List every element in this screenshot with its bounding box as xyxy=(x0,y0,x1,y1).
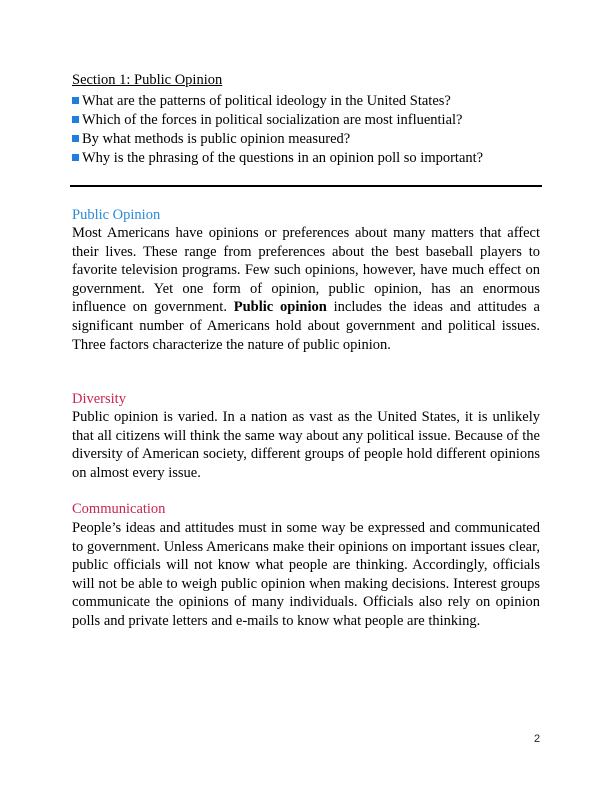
paragraph-text: Most Americans have opinions or preferences about many matters that affect their lives. These range from preferences about the best baseball players to favorite television programs. Few such opinions, however, have much effect on government. Yet one form of opinion, public opinion, has an enormous influence on government. xyxy=(72,225,540,316)
list-item xyxy=(72,111,483,130)
question-text: Why is the phrasing of the questions in an opinion poll so important? xyxy=(82,150,484,166)
guiding-questions-list xyxy=(72,92,483,168)
list-item xyxy=(72,92,483,111)
page-number: 2 xyxy=(534,733,541,745)
heading-diversity: Diversity xyxy=(72,391,126,407)
section-title: Section 1: Public Opinion xyxy=(72,72,223,88)
square-bullet-icon xyxy=(72,116,79,123)
square-bullet-icon xyxy=(72,97,79,104)
bold-term: Public opinion xyxy=(233,299,327,316)
question-text: By what methods is public opinion measured? xyxy=(82,131,351,147)
square-bullet-icon xyxy=(72,154,79,161)
list-item xyxy=(72,130,483,149)
question-text: Which of the forces in political socialization are most influential? xyxy=(82,112,463,128)
question-text: What are the patterns of political ideology in the United States? xyxy=(82,93,451,109)
horizontal-divider xyxy=(70,185,542,187)
paragraph-text: includes the ideas and attitudes a significant number of Americans hold about government and political issues. Three factors characterize the nature of public opinion. xyxy=(72,299,540,353)
list-item xyxy=(72,149,483,168)
square-bullet-icon xyxy=(72,135,79,142)
heading-public-opinion: Public Opinion xyxy=(72,207,161,223)
paragraph-communication: People’s ideas and attitudes must in some way be expressed and communicated to government. Unless Americans make their opinions on important issues clear, public officials will not know what people are thinking. Accordingly, officials will not be able to weigh public opinion when making decisions. Interest groups communicate the opinions of many individuals. Officials also rely on opinion polls and private letters and e-mails to know what people are thinking. xyxy=(72,520,540,629)
heading-communication: Communication xyxy=(72,501,166,517)
paragraph-public-opinion xyxy=(72,224,540,354)
paragraph-diversity: Public opinion is varied. In a nation as vast as the United States, it is unlikely that all citizens will think the same way about any political issue. Because of the diversity of American society, different groups of people hold different opinions on almost every issue. xyxy=(72,409,540,481)
